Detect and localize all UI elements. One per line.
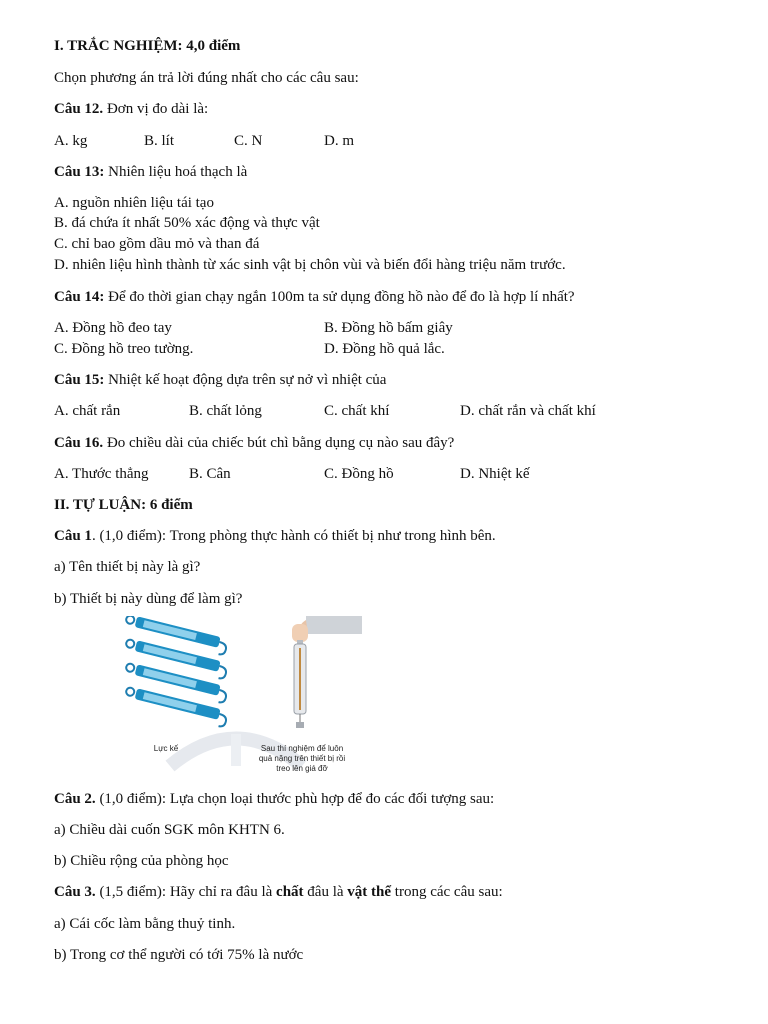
figure-caption-right-1: Sau thí nghiệm để luôn — [260, 744, 344, 753]
question-text: Đo chiều dài của chiếc bút chì bằng dụng cụ nào sau đây? — [103, 435, 455, 451]
essay2-part-a: a) Chiều dài cuốn SGK môn KHTN 6. — [54, 822, 285, 838]
q14-option-c: C. Đồng hồ treo tường. — [54, 341, 194, 357]
q15-option-b: B. chất lỏng — [189, 403, 262, 419]
keyword-vat-the: vật thể — [347, 884, 392, 900]
question-label: Câu 15: — [54, 372, 105, 388]
figure-caption-right-2: quả nặng trên thiết bị rồi — [258, 754, 346, 763]
hanging-scale-icon — [292, 616, 362, 728]
question-text: Đơn vị đo dài là: — [103, 101, 209, 117]
question-text: (1,5 điểm): Hãy chỉ ra đâu là — [95, 884, 277, 900]
essay1-part-b: b) Thiết bị này dùng để làm gì? — [54, 591, 243, 607]
q14-option-a: A. Đồng hồ đeo tay — [54, 320, 172, 336]
part1-instruction: Chọn phương án trả lời đúng nhất cho các câu sau: — [54, 70, 359, 86]
question-15 — [54, 370, 386, 390]
part1-title: I. TRẮC NGHIỆM: 4,0 điểm — [54, 38, 241, 54]
question-text: . (1,0 điểm): Trong phòng thực hành có thiết bị như trong hình bên. — [91, 528, 496, 544]
spring-scale-figure — [110, 616, 362, 778]
essay-question-1 — [54, 526, 496, 546]
keyword-chat: chất — [276, 884, 304, 900]
q15-option-c: C. chất khí — [324, 403, 390, 419]
q15-option-d: D. chất rắn và chất khí — [460, 403, 596, 419]
q13-option-c: C. chỉ bao gồm dầu mỏ và than đá — [54, 236, 260, 252]
essay-question-2 — [54, 789, 494, 809]
question-text: (1,0 điểm): Lựa chọn loại thước phù hợp để đo các đối tượng sau: — [95, 791, 495, 807]
question-label: Câu 2. — [54, 791, 96, 807]
q12-option-c: C. N — [234, 133, 263, 149]
essay3-part-a: a) Cái cốc làm bằng thuỷ tinh. — [54, 916, 236, 932]
essay2-part-b: b) Chiều rộng của phòng học — [54, 853, 229, 869]
question-12 — [54, 99, 208, 119]
q16-option-b: B. Cân — [189, 466, 231, 482]
question-13 — [54, 162, 247, 182]
question-14 — [54, 287, 575, 307]
q16-option-c: C. Đồng hồ — [324, 466, 394, 482]
figure-caption-left: Lực kế — [153, 744, 179, 753]
essay-question-3 — [54, 882, 503, 902]
q15-option-a: A. chất rắn — [54, 403, 121, 419]
q14-option-b: B. Đồng hồ bấm giây — [324, 320, 453, 336]
q12-option-d: D. m — [324, 133, 354, 149]
question-text: đâu là — [303, 884, 348, 900]
q16-option-a: A. Thước thẳng — [54, 466, 149, 482]
question-text: Để đo thời gian chạy ngắn 100m ta sử dụng đồng hồ nào để đo là hợp lí nhất? — [104, 289, 575, 305]
q16-option-d: D. Nhiệt kế — [460, 466, 530, 482]
q14-option-d: D. Đồng hồ quả lắc. — [324, 341, 445, 357]
part2-title: II. TỰ LUẬN: 6 điểm — [54, 497, 193, 513]
question-label: Câu 3. — [54, 884, 96, 900]
question-label: Câu 1 — [54, 528, 92, 544]
question-16 — [54, 433, 454, 453]
question-text: Nhiên liệu hoá thạch là — [104, 164, 248, 180]
q13-option-a: A. nguồn nhiên liệu tái tạo — [54, 195, 214, 211]
question-label: Câu 13: — [54, 164, 105, 180]
q13-option-d: D. nhiên liệu hình thành từ xác sinh vật bị chôn vùi và biến đổi hàng triệu năm trước. — [54, 257, 566, 273]
question-text: Nhiệt kế hoạt động dựa trên sự nở vì nhiệt của — [104, 372, 387, 388]
spring-scale-icon — [123, 616, 228, 728]
essay1-part-a: a) Tên thiết bị này là gì? — [54, 559, 201, 575]
q12-option-a: A. kg — [54, 133, 88, 149]
question-text: trong các câu sau: — [391, 884, 503, 900]
q12-option-b: B. lít — [144, 133, 175, 149]
figure-caption-right-3: treo lên giá đỡ — [276, 764, 328, 773]
question-label: Câu 14: — [54, 289, 105, 305]
q13-option-b: B. đá chứa ít nhất 50% xác động và thực vật — [54, 215, 320, 231]
question-label: Câu 12. — [54, 101, 104, 117]
question-label: Câu 16. — [54, 435, 104, 451]
essay3-part-b: b) Trong cơ thể người có tới 75% là nước — [54, 947, 304, 963]
